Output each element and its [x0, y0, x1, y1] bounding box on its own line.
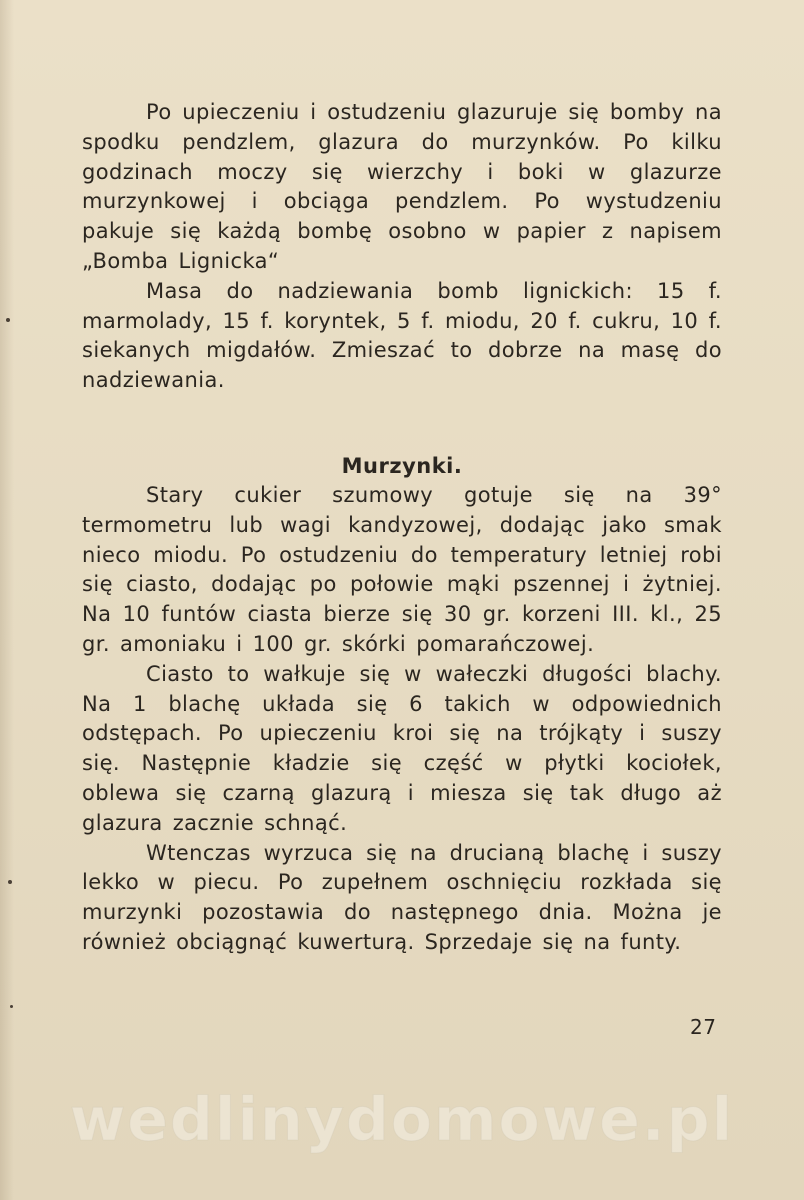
paper-speck	[8, 880, 12, 884]
site-watermark: wedlinydomowe.pl	[69, 1085, 735, 1155]
page-edge-shadow	[0, 0, 14, 1200]
paragraph-rolling-baking: Ciasto to wałkuje się w wałeczki długości blachy. Na 1 blachę układa się 6 takich w odpowiednich odstępach. Po upieczeniu kroi się na trójkąty i suszy się. Następnie kładzie się część w płytki kociołek, oblewa się czarną glazurą i miesza się tak długo aż glazura zacznie schnąć.	[82, 661, 722, 835]
paragraph-drying-selling: Wtenczas wyrzuca się na drucianą blachę i suszy lekko w piecu. Po zupełnem oschnięciu rozkłada się murzynki pozostawia do następnego dnia. Można je również obciągnąć kuwerturą. Sprzedaje się na funty.	[82, 840, 722, 954]
paragraph-sugar-dough: Stary cukier szumowy gotuje się na 39° termometru lub wagi kandyzowej, dodając jako smak nieco miodu. Po ostudzeniu do temperatury letniej robi się ciasto, dodając po połowie mąki pszennej i żytniej. Na 10 funtów ciasta bierze się 30 gr. korzeni III. kl., 25 gr. amoniaku i 100 gr. skórki pomarańczowej.	[82, 483, 722, 656]
page-number: 27	[690, 1015, 717, 1039]
paper-speck	[10, 1005, 13, 1008]
paper-speck	[6, 318, 10, 322]
recipe-text-top	[82, 98, 722, 396]
section-heading-murzynki: Murzynki.	[341, 454, 463, 478]
recipe-text-murzynki	[82, 481, 722, 958]
paragraph-filling-mass: Masa do nadziewania bomb lignickich: 15 f. marmolady, 15 f. koryntek, 5 f. miodu, 20 f. cukru, 10 f. siekanych migdałów. Zmieszać to dobrze na masę do nadziewania.	[82, 278, 722, 393]
paragraph-glazing: Po upieczeniu i ostudzeniu glazuruje się bomby na spodku pendzlem, glazura do murzynków. Po kilku godzinach moczy się wierzchy i boki w glazurze murzynkowej i obciąga pendzlem. Po wystudzeniu pakuje się każdą bombę osobno w papier z napisem „Bomba Lignicka“	[82, 100, 722, 273]
